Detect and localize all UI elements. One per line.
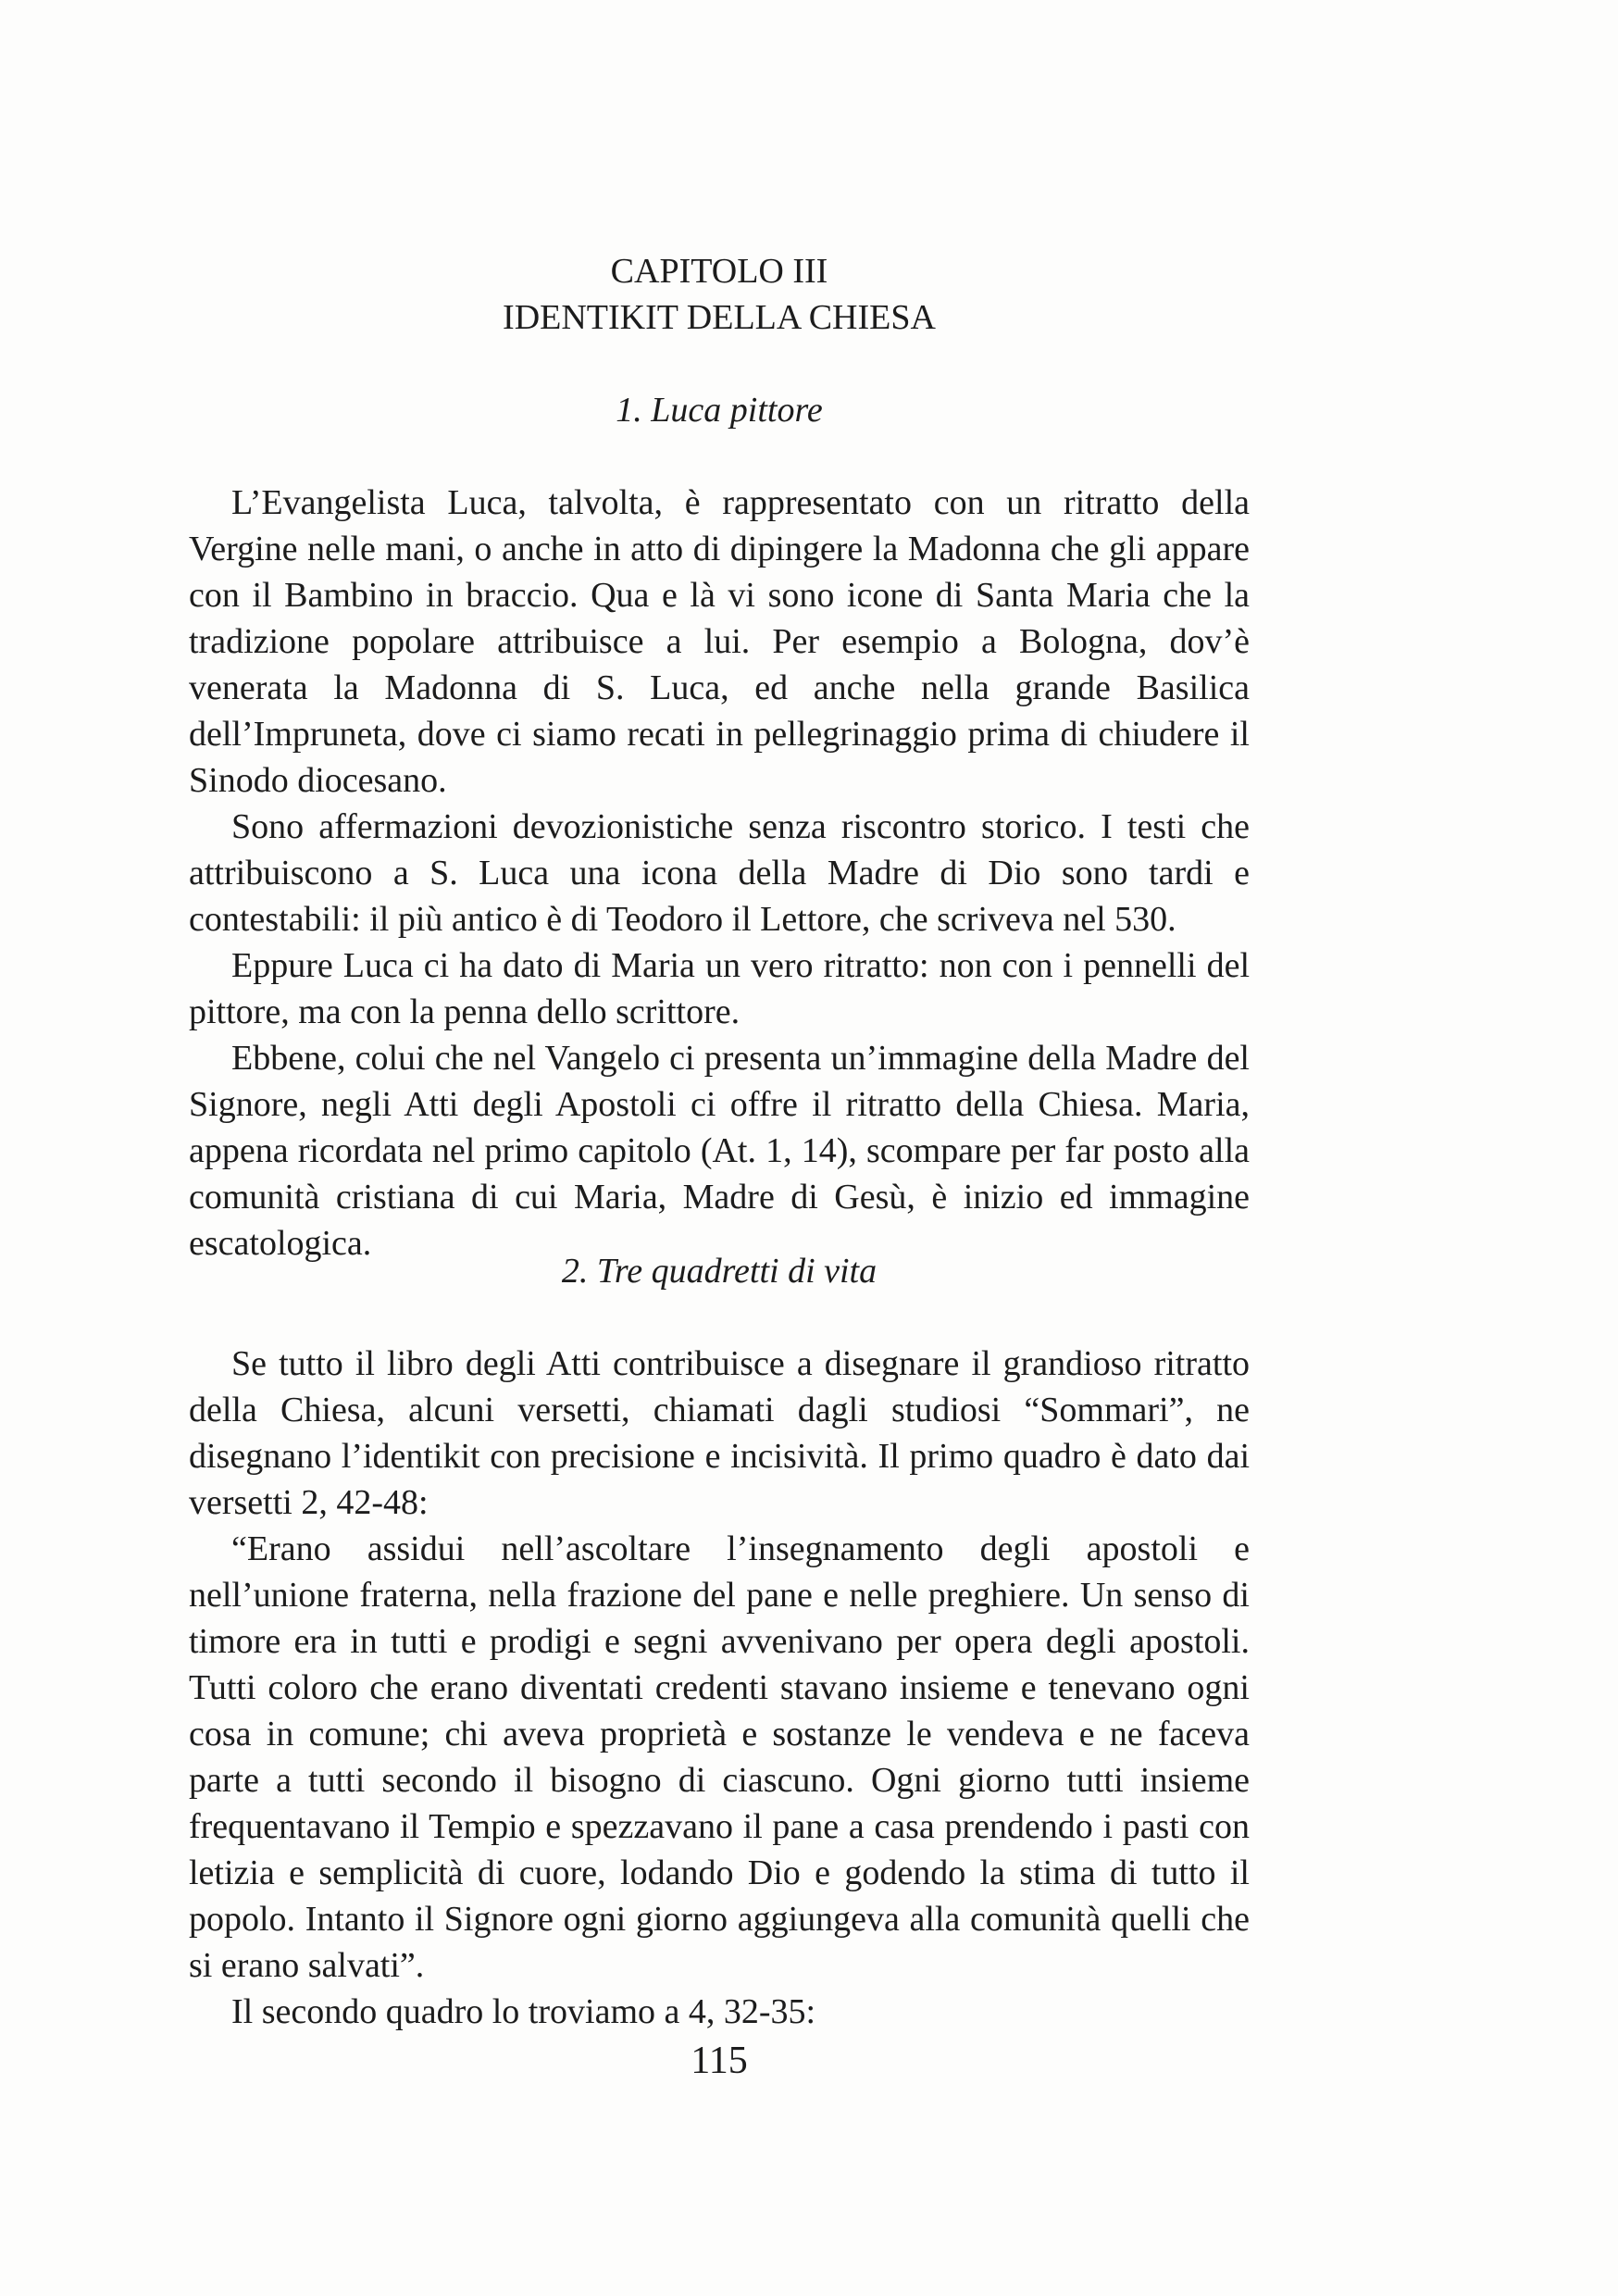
section-2-title: 2. Tre quadretti di vita	[561, 1252, 877, 1291]
quotation-paragraph: “Erano assidui nell’ascoltare l’insegnamento degli apostoli e nell’unione fraterna, nella frazione del pane e nelle preghiere. Un senso di timore era in tutti e prodigi e segni avvenivano per opera degli apostoli. Tutti coloro che erano diventati credenti stavano insieme e tenevano ogni cosa in comune; chi aveva proprietà e sostanze le vendeva e ne faceva parte a tutti secondo il bisogno di ciascuno. Ogni giorno tutti insieme frequentavano il Tempio e spezzavano il pane a casa prendendo i pasti con letizia e semplicità di cuore, lodando Dio e godendo la stima di tutto il popolo. Intanto il Signore ogni giorno aggiungeva alla comunità quelli che si erano salvati”.	[189, 1529, 1250, 1985]
page-number: 115	[691, 2040, 748, 2082]
paragraph: Se tutto il libro degli Atti contribuisce a disegnare il grandioso ritratto della Chiesa, alcuni versetti, chiamati dagli studiosi “Sommari”, ne disegnano l’identikit con precisione e incisività. Il primo quadro è dato dai versetti 2, 42-48:	[189, 1344, 1250, 1522]
section-2-body	[189, 1341, 1250, 2035]
paragraph: Il secondo quadro lo troviamo a 4, 32-35:	[231, 1992, 816, 2031]
paragraph: Sono affermazioni devozionistiche senza riscontro storico. I testi che attribuiscono a S. Luca una icona della Madre di Dio sono tardi e contestabili: il più antico è di Teodoro il Lettore, che scriveva nel 530.	[189, 807, 1250, 939]
section-1-title: 1. Luca pittore	[616, 391, 823, 430]
paragraph: Eppure Luca ci ha dato di Maria un vero ritratto: non con i pennelli del pittore, ma con la penna dello scrittore.	[189, 946, 1250, 1031]
section-1-body	[189, 480, 1250, 1267]
chapter-title: IDENTIKIT DELLA CHIESA	[503, 298, 936, 337]
chapter-heading	[189, 248, 1250, 341]
chapter-number-label: CAPITOLO III	[610, 252, 828, 291]
paragraph: L’Evangelista Luca, talvolta, è rappresentato con un ritratto della Vergine nelle mani, o anche in atto di dipingere la Madonna che gli appare con il Bambino in braccio. Qua e là vi sono icone di Santa Maria che la tradizione popolare attribuisce a lui. Per esempio a Bologna, dov’è venerata la Madonna di S. Luca, ed anche nella grande Basilica dell’Impruneta, dove ci siamo recati in pellegrinaggio prima di chiudere il Sinodo diocesano.	[189, 483, 1250, 800]
paragraph: Ebbene, colui che nel Vangelo ci presenta un’immagine della Madre del Signore, negli Atti degli Apostoli ci offre il ritratto della Chiesa. Maria, appena ricordata nel primo capitolo (At. 1, 14), scompare per far posto alla comunità cristiana di cui Maria, Madre di Gesù, è inizio ed immagine escatologica.	[189, 1039, 1250, 1263]
